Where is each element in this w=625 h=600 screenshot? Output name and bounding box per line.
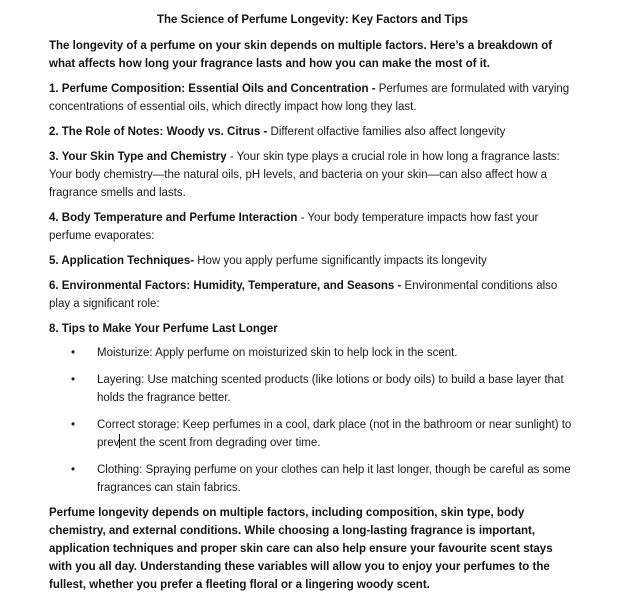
bullet-icon: • [71,419,76,431]
list-item-text: Layering: Use matching scented products (like lotions or body oils) to build a base layer that holds the fragrance better. [97,374,564,404]
list-item-text-after-cursor: ent the scent from degrading over time. [120,437,321,449]
list-item-clothing [49,461,576,497]
document-title: The Science of Perfume Longevity: Key Factors and Tips [156,14,468,26]
tips-list [49,344,576,497]
section-text-2: Different olfactive families also affect longevity [270,126,506,138]
tips-heading: 8. Tips to Make Your Perfume Last Longer [49,323,278,335]
section-heading-1: 1. Perfume Composition: Essential Oils and Concentration - [49,83,379,95]
section-paragraph-3 [49,148,576,202]
bullet-icon: • [71,374,76,386]
section-text-5: How you apply perfume significantly impacts its longevity [194,255,487,267]
list-item-text-before-cursor: Correct storage: Keep perfumes in a cool, dark place (not in the bathroom or near sunlight) to prev [97,419,572,449]
list-item-text: Clothing: Spraying perfume on your clothes can help it last longer, though be careful as some fragrances can stain fabrics. [97,464,571,494]
section-paragraph-2 [49,123,576,141]
section-heading-3: 3. Your Skin Type and Chemistry [49,151,227,163]
section-heading-2: 2. The Role of Notes: Woody vs. Citrus - [49,126,271,138]
section-paragraph-1 [49,80,576,116]
intro-paragraph: The longevity of a perfume on your skin depends on multiple factors. Here’s a breakdown of what affects how long your fragrance lasts and how you can make the most of it. [49,40,553,70]
bullet-icon: • [71,347,76,359]
section-text-1: Perfumes are formulated with varying concentrations of essential oils, which directly impact how long they last. [49,83,570,113]
list-item-moisturize [49,344,576,362]
list-item-storage [49,416,576,452]
section-heading-6: 6. Environmental Factors: Humidity, Temperature, and Seasons - [49,280,405,292]
section-text-3: - Your skin type plays a crucial role in how long a fragrance lasts: Your body chemistry—the natural oils, pH levels, and bacteria on your skin—can also affect how a fragrance smells and lasts. [49,151,560,199]
section-paragraph-4 [49,209,576,245]
list-item-text: Moisturize: Apply perfume on moisturized skin to help lock in the scent. [97,347,458,359]
bullet-icon: • [71,464,76,476]
closing-paragraph: Perfume longevity depends on multiple factors, including composition, skin type, body chemistry, and external conditions. While choosing a long-lasting fragrance is important, application techniques and proper skin care can also help ensure your favourite scent stays with you all day. Understanding these variables will allow you to enjoy your perfumes to the fullest, whether you prefer a fleeting floral or a lingering woody scent. [49,507,553,591]
section-text-6: Environmental conditions also play a significant role: [49,280,558,310]
section-heading-5: 5. Application Techniques- [49,255,195,267]
section-text-4: - Your body temperature impacts how fast your perfume evaporates: [49,212,539,242]
list-item-layering [49,371,576,407]
section-heading-4: 4. Body Temperature and Perfume Interaction [49,212,298,224]
section-paragraph-6 [49,277,576,313]
section-paragraph-5 [49,252,576,270]
